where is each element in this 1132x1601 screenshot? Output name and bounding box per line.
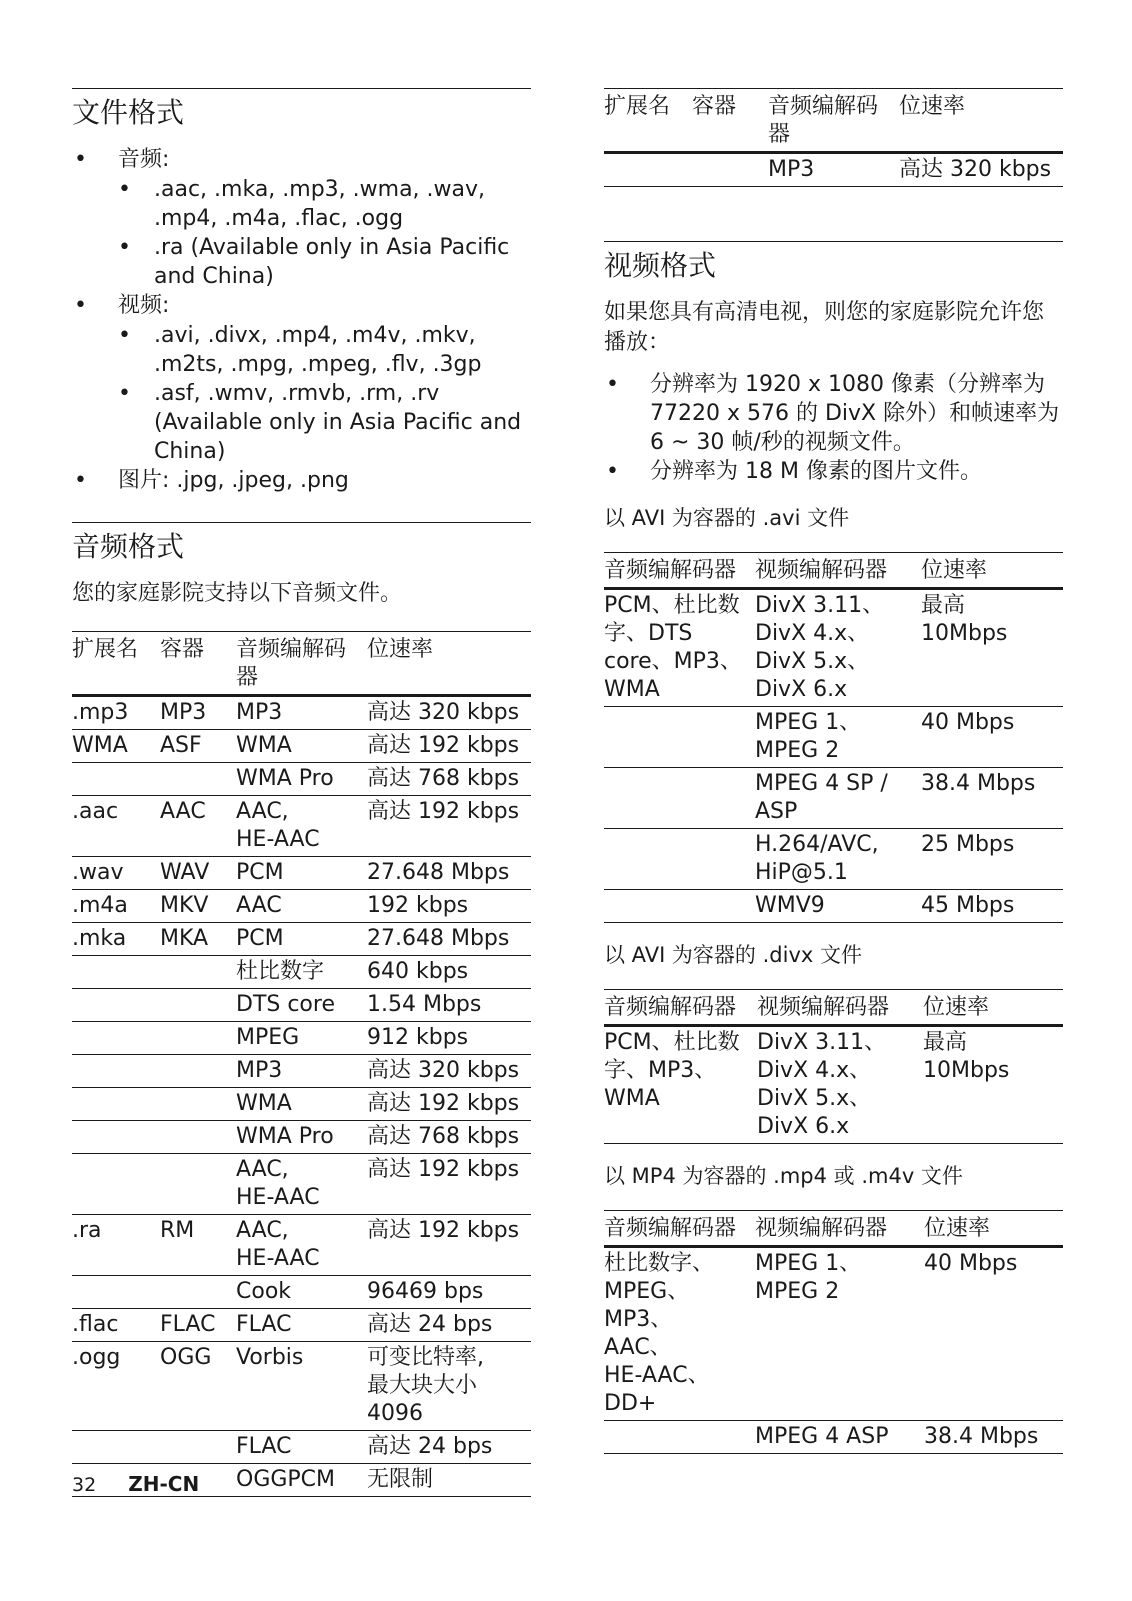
table-row	[604, 890, 1063, 923]
table-header-row	[604, 1211, 1063, 1247]
list-item-label: 音频:	[118, 147, 170, 172]
table-row	[72, 1309, 531, 1342]
column-header: 位速率	[923, 990, 1063, 1026]
table-cell: 最高 10Mbps	[923, 1026, 1063, 1144]
table-cell	[160, 1121, 236, 1154]
table-row	[604, 829, 1063, 890]
table-cell	[72, 989, 160, 1022]
audio-format-table	[72, 631, 531, 1497]
table-cell: WMA Pro	[236, 1121, 367, 1154]
table-cell: 640 kbps	[367, 956, 531, 989]
table-cell: AAC, HE-AAC	[236, 1215, 367, 1276]
table-row	[72, 796, 531, 857]
table-cell: 192 kbps	[367, 890, 531, 923]
table-cell: WMV9	[755, 890, 921, 923]
table-cell	[160, 956, 236, 989]
left-column	[72, 88, 531, 1497]
table-cell	[72, 1121, 160, 1154]
table-cell: 高达 768 kbps	[367, 763, 531, 796]
table-cell: 杜比数字	[236, 956, 367, 989]
table-cell: FLAC	[236, 1431, 367, 1464]
table-cell: MP3	[768, 153, 899, 187]
table-cell: AAC	[160, 796, 236, 857]
table-cell: .wav	[72, 857, 160, 890]
table-row	[72, 1022, 531, 1055]
table-cell: MKA	[160, 923, 236, 956]
table-cell: 912 kbps	[367, 1022, 531, 1055]
column-header: 扩展名	[72, 632, 160, 696]
list-item	[72, 466, 531, 496]
table-cell: PCM、杜比数字、DTS core、MP3、WMA	[604, 589, 755, 707]
table-cell: DivX 3.11、 DivX 4.x、 DivX 5.x、 DivX 6.x	[757, 1026, 923, 1144]
table-cell: .m4a	[72, 890, 160, 923]
table-cell: MP3	[236, 1055, 367, 1088]
table-cell: WMA Pro	[236, 763, 367, 796]
table-header-row	[604, 553, 1063, 589]
table-cell: 高达 192 kbps	[367, 1154, 531, 1215]
table-cell: WMA	[236, 730, 367, 763]
table-cell: 38.4 Mbps	[921, 768, 1063, 829]
table-cell: OGG	[160, 1342, 236, 1431]
table-cell: WMA	[236, 1088, 367, 1121]
table-cell: 1.54 Mbps	[367, 989, 531, 1022]
column-header: 容器	[160, 632, 236, 696]
table-row	[72, 730, 531, 763]
table-cell	[604, 1421, 755, 1454]
table-row	[604, 1026, 1063, 1144]
table-cell: Cook	[236, 1276, 367, 1309]
table-cell: OGGPCM	[236, 1464, 367, 1497]
column-header: 视频编解码器	[755, 1211, 924, 1247]
table-cell: MKV	[160, 890, 236, 923]
table-cell	[604, 768, 755, 829]
table-cell	[72, 1022, 160, 1055]
file-format-list	[72, 145, 531, 496]
table-cell	[160, 1055, 236, 1088]
table-cell	[72, 1431, 160, 1464]
table-row	[604, 768, 1063, 829]
table-cell: 45 Mbps	[921, 890, 1063, 923]
video-format-bullets	[604, 370, 1063, 486]
table-cell: 高达 24 bps	[367, 1309, 531, 1342]
table-cell	[604, 707, 755, 768]
table-cell: PCM、杜比数字、MP3、WMA	[604, 1026, 757, 1144]
table-row	[604, 707, 1063, 768]
list-item	[72, 291, 531, 466]
avi-caption: 以 AVI 为容器的 .avi 文件	[604, 506, 850, 530]
column-header: 音频编解码器	[604, 990, 757, 1026]
table-cell	[160, 1154, 236, 1215]
table-cell: 高达 192 kbps	[367, 796, 531, 857]
table-cell	[72, 1276, 160, 1309]
table-cell: 高达 192 kbps	[367, 730, 531, 763]
table-cell: 可变比特率, 最大块大小 4096	[367, 1342, 531, 1431]
video-intro: 如果您具有高清电视，则您的家庭影院允许您播放：	[604, 300, 1045, 355]
column-header: 音频编解码器	[768, 89, 899, 153]
column-header: 容器	[692, 89, 768, 153]
table-cell: FLAC	[236, 1309, 367, 1342]
table-cell	[72, 956, 160, 989]
table-cell: WAV	[160, 857, 236, 890]
table-cell	[604, 829, 755, 890]
list-item	[72, 145, 531, 291]
table-cell: DivX 3.11、 DivX 4.x、 DivX 5.x、 DivX 6.x	[755, 589, 921, 707]
table-row	[72, 1431, 531, 1464]
column-header: 视频编解码器	[755, 553, 921, 589]
table-row	[72, 1055, 531, 1088]
table-header-row	[72, 632, 531, 696]
table-cell: WMA	[72, 730, 160, 763]
table-cell: PCM	[236, 857, 367, 890]
table-cell: 高达 24 bps	[367, 1431, 531, 1464]
table-cell	[160, 1431, 236, 1464]
table-cell: MP3	[236, 696, 367, 730]
table-row	[72, 989, 531, 1022]
table-row	[72, 763, 531, 796]
page-footer	[72, 1472, 199, 1496]
table-cell: 高达 320 kbps	[367, 696, 531, 730]
table-row	[72, 696, 531, 730]
table-cell: 高达 768 kbps	[367, 1121, 531, 1154]
divx-caption: 以 AVI 为容器的 .divx 文件	[604, 943, 862, 967]
table-row	[604, 1421, 1063, 1454]
column-header: 位速率	[899, 89, 1063, 153]
sub-list-item: • .avi, .divx, .mp4, .m4v, .mkv, .m2ts, .mpg, .mpeg, .flv, .3gp	[118, 321, 531, 379]
table-cell: AAC, HE-AAC	[236, 1154, 367, 1215]
sub-list	[118, 175, 531, 291]
table-cell: 40 Mbps	[924, 1247, 1063, 1421]
table-cell: .mp3	[72, 696, 160, 730]
column-header: 位速率	[924, 1211, 1063, 1247]
table-cell	[160, 1022, 236, 1055]
table-header-row	[604, 89, 1063, 153]
table-cell: 高达 320 kbps	[367, 1055, 531, 1088]
right-column	[604, 88, 1063, 1454]
audio-format-table-continued	[604, 88, 1063, 187]
table-cell: AAC, HE-AAC	[236, 796, 367, 857]
table-cell	[72, 1055, 160, 1088]
table-cell: .mka	[72, 923, 160, 956]
list-item: • 分辨率为 1920 x 1080 像素（分辨率为 77220 x 576 的 DivX 除外）和帧速率为 6 ~ 30 帧/秒的视频文件。	[604, 370, 1063, 457]
mp4-table	[604, 1210, 1063, 1454]
table-row	[72, 857, 531, 890]
table-cell	[72, 1154, 160, 1215]
table-cell: ASF	[160, 730, 236, 763]
table-cell: 杜比数字、 MPEG、 MP3、 AAC、 HE-AAC、 DD+	[604, 1247, 755, 1421]
table-cell: 27.648 Mbps	[367, 857, 531, 890]
column-header: 音频编解码器	[604, 553, 755, 589]
page-number: 32	[72, 1474, 97, 1496]
table-row	[72, 1088, 531, 1121]
sub-list-item: • .ra (Available only in Asia Pacific and China)	[118, 233, 531, 291]
table-cell: DTS core	[236, 989, 367, 1022]
table-cell: .aac	[72, 796, 160, 857]
table-cell: AAC	[236, 890, 367, 923]
table-cell: FLAC	[160, 1309, 236, 1342]
column-header: 视频编解码器	[757, 990, 923, 1026]
table-cell: 最高 10Mbps	[921, 589, 1063, 707]
table-header-row	[604, 990, 1063, 1026]
table-cell: PCM	[236, 923, 367, 956]
table-cell	[160, 1088, 236, 1121]
table-cell: H.264/AVC, HiP@5.1	[755, 829, 921, 890]
table-cell	[72, 763, 160, 796]
section-title-video-formats: 视频格式	[604, 241, 1063, 284]
table-row	[604, 589, 1063, 707]
table-cell	[72, 1088, 160, 1121]
table-cell: .flac	[72, 1309, 160, 1342]
list-item-label: 视频:	[118, 293, 170, 318]
table-cell: 高达 320 kbps	[899, 153, 1063, 187]
table-cell	[692, 153, 768, 187]
table-cell: 27.648 Mbps	[367, 923, 531, 956]
table-row	[604, 153, 1063, 187]
table-row	[72, 1342, 531, 1431]
table-cell	[604, 153, 692, 187]
table-cell: 高达 192 kbps	[367, 1215, 531, 1276]
table-cell: MPEG 1、 MPEG 2	[755, 707, 921, 768]
table-cell: MPEG 1、 MPEG 2	[755, 1247, 924, 1421]
sub-list-item: • .aac, .mka, .mp3, .wma, .wav, .mp4, .m4a, .flac, .ogg	[118, 175, 531, 233]
table-cell	[604, 890, 755, 923]
table-cell: 40 Mbps	[921, 707, 1063, 768]
column-header: 音频编解码器	[604, 1211, 755, 1247]
table-cell	[160, 763, 236, 796]
language-code: ZH-CN	[128, 1472, 200, 1496]
table-row	[72, 1154, 531, 1215]
table-row	[604, 1247, 1063, 1421]
table-cell: MPEG	[236, 1022, 367, 1055]
sub-list	[118, 321, 531, 466]
mp4-caption: 以 MP4 为容器的 .mp4 或 .m4v 文件	[604, 1164, 963, 1188]
table-cell: 96469 bps	[367, 1276, 531, 1309]
table-cell: 高达 192 kbps	[367, 1088, 531, 1121]
table-cell: 38.4 Mbps	[924, 1421, 1063, 1454]
column-header: 位速率	[367, 632, 531, 696]
section-title-audio-formats: 音频格式	[72, 522, 531, 565]
table-cell: Vorbis	[236, 1342, 367, 1431]
table-row	[72, 1121, 531, 1154]
list-item-label: 图片: .jpg, .jpeg, .png	[118, 468, 349, 493]
table-cell	[160, 1276, 236, 1309]
table-cell: 无限制	[367, 1464, 531, 1497]
section-title-file-formats: 文件格式	[72, 88, 531, 131]
column-header: 位速率	[921, 553, 1063, 589]
table-cell	[160, 989, 236, 1022]
table-cell: 25 Mbps	[921, 829, 1063, 890]
table-row	[72, 890, 531, 923]
table-cell: .ra	[72, 1215, 160, 1276]
table-row	[72, 1215, 531, 1276]
table-row	[72, 923, 531, 956]
table-cell: RM	[160, 1215, 236, 1276]
audio-intro: 您的家庭影院支持以下音频文件。	[72, 581, 403, 606]
divx-table	[604, 989, 1063, 1144]
list-item: • 分辨率为 18 M 像素的图片文件。	[604, 457, 1063, 486]
column-header: 音频编解码器	[236, 632, 367, 696]
table-row	[72, 956, 531, 989]
table-cell: MPEG 4 SP / ASP	[755, 768, 921, 829]
table-row	[72, 1276, 531, 1309]
table-cell: .ogg	[72, 1342, 160, 1431]
avi-table	[604, 552, 1063, 923]
sub-list-item: • .asf, .wmv, .rmvb, .rm, .rv (Available only in Asia Pacific and China)	[118, 379, 531, 466]
table-cell: MPEG 4 ASP	[755, 1421, 924, 1454]
column-header: 扩展名	[604, 89, 692, 153]
table-cell: MP3	[160, 696, 236, 730]
